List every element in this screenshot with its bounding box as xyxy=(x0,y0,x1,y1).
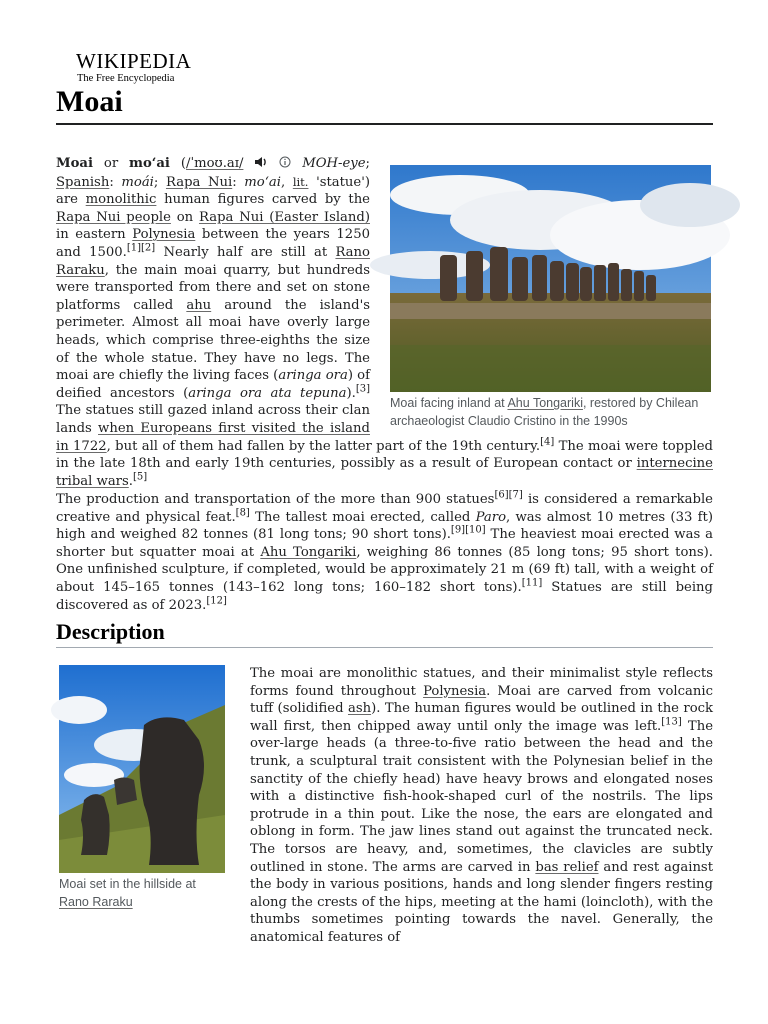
text-span: human figures carved by the xyxy=(164,192,370,208)
term-moai-alt: moʻai xyxy=(129,156,170,171)
text-span: Nearly half are still at xyxy=(163,244,328,260)
text-span: The statues still gazed inland across their clan lands xyxy=(56,403,370,436)
link-spanish[interactable]: Spanish xyxy=(56,174,110,190)
citation-ref[interactable]: [12] xyxy=(206,595,227,607)
text-span: 'statue') are xyxy=(56,174,371,208)
figure-caption xyxy=(59,876,229,911)
text-span: is considered a remarkable creative and physical feat. xyxy=(56,492,713,525)
page-title: Moai xyxy=(56,85,123,118)
citation-ref[interactable]: [3] xyxy=(355,383,370,395)
section-rule xyxy=(56,647,713,648)
text-span: ) of deified ancestors ( xyxy=(56,368,370,401)
citation-ref[interactable]: [6] xyxy=(494,489,509,501)
link-ash[interactable]: ash xyxy=(347,701,372,717)
foreign-word: moái xyxy=(121,174,154,190)
link-ahu-tongariki[interactable]: Ahu Tongariki xyxy=(260,544,357,560)
figure-caption xyxy=(390,395,713,430)
link-polynesia[interactable]: Polynesia xyxy=(423,683,487,699)
section-heading-description: Description xyxy=(56,619,165,644)
foreign-word: aringa ora ata tepuna xyxy=(188,385,347,401)
citation-ref[interactable]: [8] xyxy=(235,507,250,519)
moai-name: Paro xyxy=(475,509,507,525)
wikipedia-logo[interactable] xyxy=(76,50,196,86)
title-rule xyxy=(56,123,713,125)
production-paragraph xyxy=(56,491,713,614)
text-span: or xyxy=(103,156,119,171)
link-rapa-nui-people[interactable]: Rapa Nui people xyxy=(56,209,171,225)
link-ahu[interactable]: ahu xyxy=(186,297,212,313)
link-easter-island[interactable]: Rapa Nui (Easter Island) xyxy=(198,209,370,225)
link-polynesia[interactable]: Polynesia xyxy=(132,227,196,243)
citation-ref[interactable]: [9] xyxy=(450,524,466,536)
moai-rano-raraku-image[interactable] xyxy=(59,665,225,873)
pronunciation-respell: MOH-eye xyxy=(302,156,366,171)
text-span: , but all of them had fallen by the latter part of the 19th century. xyxy=(106,438,541,454)
foreign-word: aringa ora xyxy=(278,368,348,384)
citation-ref[interactable]: [10] xyxy=(465,524,486,536)
foreign-word: moʻai xyxy=(244,174,282,190)
text-span: . Moai are carved from volcanic tuff (solidified xyxy=(250,683,713,717)
text-span: , was almost 10 metres (33 ft) high and weighed 82 tonnes (81 long tons; 90 short tons). xyxy=(56,509,713,543)
link-monolithic[interactable]: monolithic xyxy=(85,192,157,208)
term-moai: Moai xyxy=(56,156,93,171)
logo-tagline: The Free Encyclopedia xyxy=(77,73,175,84)
text-span: in eastern xyxy=(56,227,126,243)
text-span: ). xyxy=(346,385,356,401)
text-span: The moai were toppled in the late 18th and early 19th centuries, possibly as a result of European contact or xyxy=(56,438,714,472)
text-span: on xyxy=(176,209,194,225)
caption-link-ahu-tongariki[interactable]: Ahu Tongariki xyxy=(507,396,583,410)
text-span: Statues are still being discovered as of 2023. xyxy=(56,579,713,613)
caption-text: , restored by Chilean archaeologist Claudio Cristino in the 1990s xyxy=(390,396,699,428)
moai-tongariki-image[interactable] xyxy=(390,165,711,392)
ipa-link[interactable]: /ˈmoʊ.aɪ/ xyxy=(186,156,244,171)
text-span: The tallest moai erected, called xyxy=(255,509,471,525)
citation-ref[interactable]: [1] xyxy=(126,242,142,254)
caption-text: Moai set in the hillside at xyxy=(59,877,196,891)
link-literally[interactable]: lit. xyxy=(292,174,309,189)
caption-text: Moai facing inland at xyxy=(390,396,505,410)
citation-ref[interactable]: [4] xyxy=(540,436,555,448)
text-span: The over-large heads (a three-to-five ratio between the head and the trunk, a sculptural trait consistent with the Polynesian belief in the sanctity of the chiefly head) have heavy brows and elongated noses with a distinctive fish-hook-shaped curl of the nostrils. The lips protrude in a thin pout. Like the nose, the ears are elongated and oblong in form. The jaw lines stand out against the truncated neck. The torsos are heavy, and, sometimes, the clavicles are subtly outlined in stone. The arms are carved in xyxy=(250,718,713,875)
text-span: , the main moai quarry, but hundreds were transported from there and set on stone platforms called xyxy=(56,262,370,313)
caption-link-rano-raraku[interactable]: Rano Raraku xyxy=(59,894,133,909)
figure-rano-raraku xyxy=(59,665,229,911)
text-span: The heaviest moai erected was a shorter but squatter moai at xyxy=(56,527,713,560)
text-span: , weighing 86 tonnes (85 long tons; 95 short tons). One unfinished sculpture, if completed, would be approximately 21 m (69 ft) tall, with a weight of about 145–165 tonnes (143–162 long tons; 160–182 short tons). xyxy=(56,544,714,595)
text-span: around the island's perimeter. Almost all moai have overly large heads, which comprise three-eighths the size of the whole statue. They have no legs. The moai are chiefly the living faces ( xyxy=(56,297,370,384)
link-bas-relief[interactable]: bas relief xyxy=(535,859,599,875)
logo-wordmark: WIKIPEDIA xyxy=(76,49,192,73)
link-rapa-nui-language[interactable]: Rapa Nui xyxy=(165,174,233,190)
text-span: The production and transportation of the more than 900 statues xyxy=(56,492,495,507)
lead-paragraph: Moai facing inland at Ahu Tongariki, restored by Chilean archaeologist Claudio Cristino in the 1990s Moai or moʻai (/ˈmoʊ.aɪ/ MOH-eye; Spanish: moái; Rapa Nui: moʻai, lit. 'statue') are monolithic human figures carved by the Rapa Nui people on Rapa Nui (Easter Island) in eastern Polynesia between the years 1250 and 1500.[1][2] Nearly half are still at Rano Raraku, the main moai quarry, but hundreds were transported from there and set on stone platforms called ahu around the island's perimeter. Almost all moai have overly large heads, which comprise three-eighths the size of the whole statue. They have no legs. The moai are chiefly the living faces (aringa ora) of deified ancestors (aringa ora ata tepuna).[3] The statues still gazed inland across their clan lands when Europeans first visited the island in 1722, but all of them had fallen by the latter part of the 19th century.[4] The moai were toppled in the late 18th and early 19th centuries, possibly as a result of European contact or internecine tribal wars.[5] xyxy=(56,155,713,490)
text-span: ). The human figures would be outlined in the rock wall first, then chipped away until only the image was left. xyxy=(250,701,714,734)
text-span: between the years 1250 and 1500. xyxy=(56,227,370,260)
link-rano-raraku[interactable]: Rano Raraku xyxy=(56,244,370,278)
text-span: . xyxy=(128,473,133,489)
citation-ref[interactable]: [11] xyxy=(521,577,543,589)
link-european-visit[interactable]: when Europeans first visited the island in 1722 xyxy=(56,420,370,454)
info-icon[interactable] xyxy=(279,156,291,168)
speaker-icon[interactable] xyxy=(254,156,268,174)
link-tribal-wars[interactable]: internecine tribal wars xyxy=(56,456,713,489)
figure-ahu-tongariki xyxy=(390,165,713,430)
citation-ref[interactable]: [7] xyxy=(508,489,523,501)
citation-ref[interactable]: [13] xyxy=(661,716,682,728)
citation-ref[interactable]: [5] xyxy=(132,471,148,483)
citation-ref[interactable]: [2] xyxy=(141,242,156,254)
text-span: The moai are monolithic statues, and their minimalist style reflects forms found throughout xyxy=(250,666,713,699)
text-span: and rest against the body in various positions, hands and long slender fingers resting along the crests of the hips, meeting at the hami (loincloth), with the thumbs sometimes pointing towards the navel. Generally, the anatomical features of xyxy=(250,859,714,945)
description-paragraph xyxy=(250,665,714,945)
